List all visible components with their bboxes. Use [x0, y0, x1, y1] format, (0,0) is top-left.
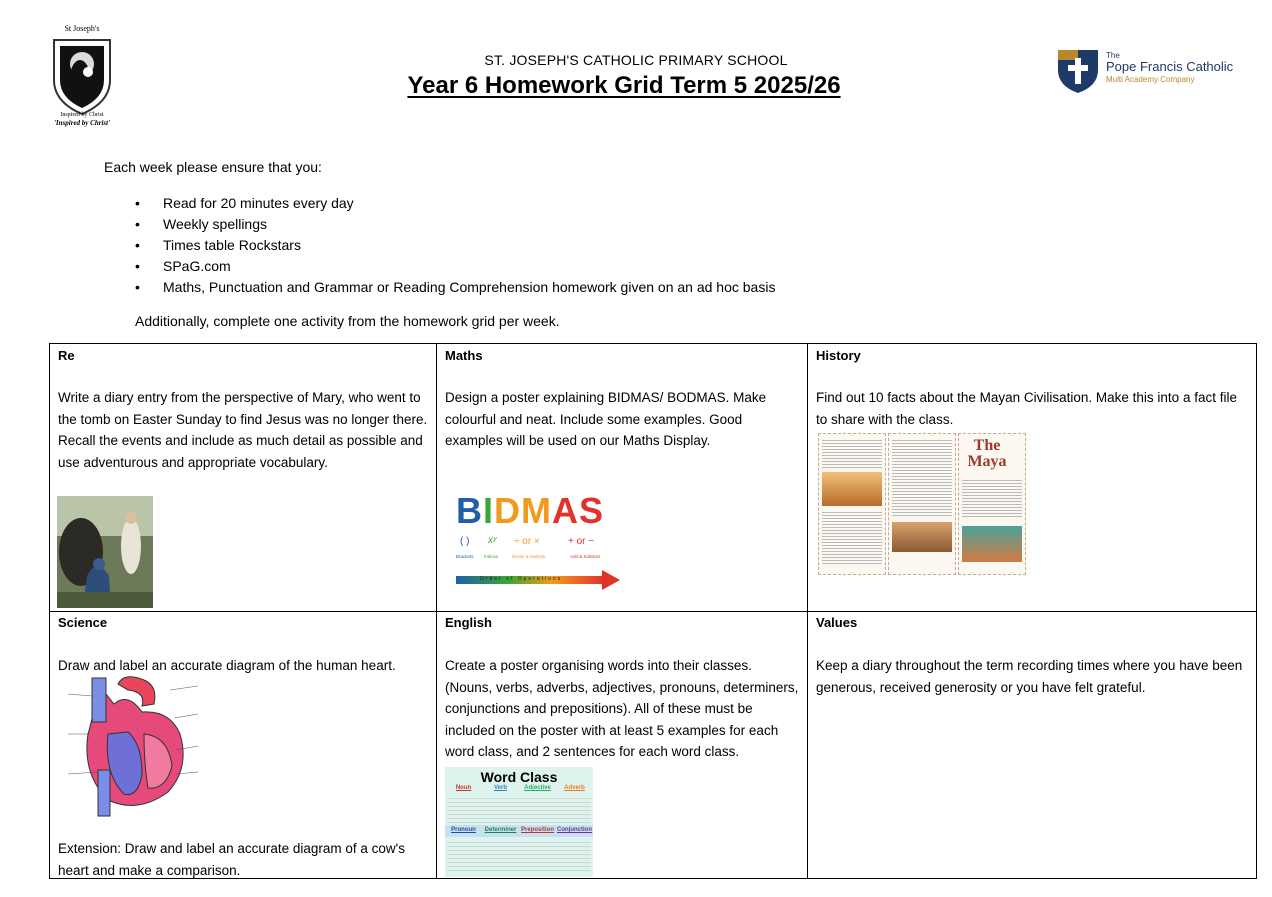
maths-text: Design a poster explaining BIDMAS/ BODMAS. Make colourful and neat. Include some examples. Good examples will be used on our Maths Display. — [445, 390, 767, 448]
maths-title: Maths — [445, 348, 483, 363]
grid-divider — [50, 611, 1256, 612]
bidmas-op: ( ) — [460, 536, 470, 547]
school-name: ST. JOSEPH'S CATHOLIC PRIMARY SCHOOL — [484, 52, 788, 68]
science-text: Draw and label an accurate diagram of the human heart. — [58, 658, 396, 673]
re-title: Re — [58, 348, 75, 363]
word-class-heading: Determiner — [484, 827, 517, 833]
maya-leaflet-image — [818, 433, 1028, 575]
arrow-label: Order of Operations — [480, 576, 563, 582]
word-class-heading: Pronoun — [451, 827, 476, 833]
mac-shield-icon — [1056, 48, 1100, 94]
bullet-text: Maths, Punctuation and Grammar or Reading Comprehension homework given on an ad hoc basis — [163, 279, 776, 295]
school-motto: Inspired by Christ — [60, 112, 104, 118]
bidmas-letter: A — [552, 490, 580, 531]
word-class-heading: Adverb — [564, 785, 585, 791]
bidmas-label: Add & Subtract — [570, 554, 601, 559]
list-item: • Times table Rockstars — [135, 237, 301, 253]
bidmas-op: ÷ or × — [514, 536, 540, 547]
intro-lead: Each week please ensure that you: — [104, 159, 322, 175]
bullet-text: SPaG.com — [163, 258, 231, 274]
bidmas-op: xʸ — [488, 535, 497, 546]
bullet-text: Times table Rockstars — [163, 237, 301, 253]
page-title-text: Year 6 Homework Grid Term 5 2025/26 — [407, 72, 841, 99]
history-title: History — [816, 348, 861, 363]
bullet-text: Weekly spellings — [163, 216, 268, 232]
mac-name — [1106, 51, 1233, 84]
values-title: Values — [816, 615, 858, 630]
list-item: • SPaG.com — [135, 258, 231, 274]
word-class-heading: Adjective — [524, 785, 551, 791]
homework-grid — [49, 343, 1257, 879]
english-text: Create a poster organising words into their classes. (Nouns, verbs, adverbs, adjectives, pronouns, determiners, conjunctions and prepositions). All of these must be included on the poster with at least 5 examples for each word class, and 2 sentences for each word class. — [445, 658, 799, 759]
list-item: • Weekly spellings — [135, 216, 268, 232]
bidmas-letter: B — [456, 490, 483, 531]
word-class-title: Word Class — [480, 769, 558, 785]
re-text: Write a diary entry from the perspective of Mary, who went to the tomb on Easter Sunday to find Jesus was no longer there. Recall the events and include as much detail as possible and use adventurous and appropriate vocabulary. — [58, 390, 428, 470]
mac-name-line2: Pope Francis Catholic — [1106, 59, 1234, 75]
heart-diagram-image — [58, 674, 208, 818]
bidmas-poster — [456, 490, 622, 594]
empty-tomb-image — [57, 496, 153, 608]
leaflet-title: The Maya — [967, 437, 1007, 470]
word-class-heading: Conjunction — [557, 827, 592, 833]
bidmas-letter: S — [579, 490, 605, 531]
bidmas-letter: D — [494, 490, 522, 531]
word-class-poster — [445, 767, 593, 877]
bidmas-letter: I — [483, 490, 495, 531]
word-class-heading: Noun — [455, 785, 472, 791]
science-extension: Extension: Draw and label an accurate diagram of a cow's heart and make a comparison. — [58, 841, 406, 878]
list-item: • Read for 20 minutes every day — [135, 195, 354, 211]
intro-outro: Additionally, complete one activity from the homework grid per week. — [135, 313, 560, 329]
word-class-heading: Verb — [493, 785, 507, 791]
bidmas-label: Brackets — [456, 554, 474, 559]
mac-name-line3: Multi Academy Company — [1106, 75, 1195, 85]
word-class-heading: Preposition — [520, 827, 554, 833]
science-title: Science — [58, 615, 108, 630]
history-text: Find out 10 facts about the Mayan Civilisation. Make this into a fact file to share with the class. — [816, 390, 1237, 427]
english-title: English — [445, 615, 492, 630]
mac-name-line1: The — [1106, 51, 1120, 60]
bidmas-label: Divide & Multiply — [512, 554, 546, 559]
bidmas-letter: M — [521, 490, 553, 531]
bullet-text: Read for 20 minutes every day — [163, 195, 354, 211]
bidmas-op: + or − — [568, 536, 595, 547]
list-item: • Maths, Punctuation and Grammar or Reading Comprehension homework given on an ad hoc basis — [135, 279, 776, 295]
school-motto-italic: 'Inspired by Christ' — [53, 119, 110, 127]
values-text: Keep a diary throughout the term recording times where you have been generous, received generosity or you have felt grateful. — [816, 658, 1243, 695]
school-logo-name: St Joseph's — [64, 24, 100, 33]
bidmas-label: Indices — [484, 554, 499, 559]
